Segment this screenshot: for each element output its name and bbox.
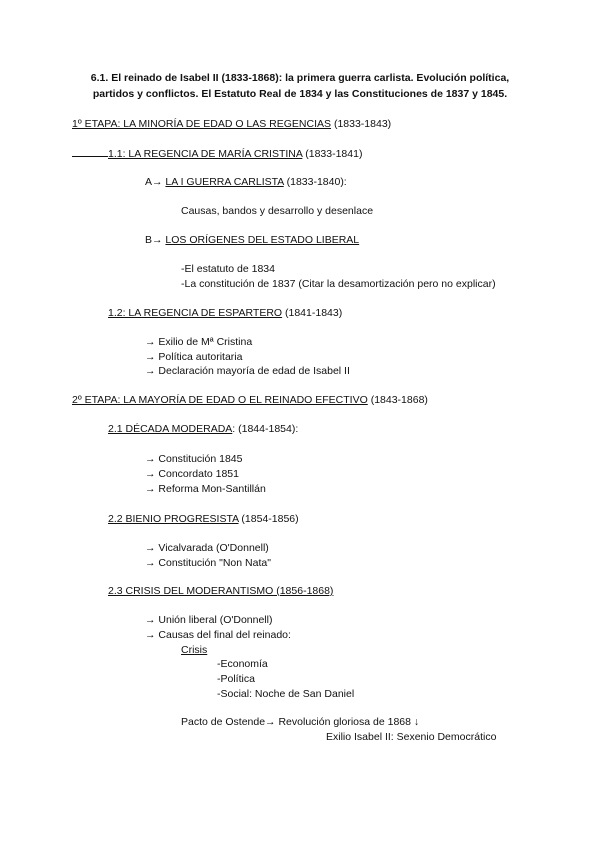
title-line-1: 6.1. El reinado de Isabel II (1833-1868): la primera guerra carlista. Evolución política, (90, 72, 510, 84)
s12-item: → Exilio de Mª Cristina (145, 336, 253, 348)
etapa2-heading (72, 394, 428, 407)
s12-heading-text: 1.2: LA REGENCIA DE ESPARTERO (108, 307, 283, 319)
s21-item: → Constitución 1845 (145, 453, 243, 465)
etapa1-heading-text: 1º ETAPA: LA MINORÍA DE EDAD O LAS REGENCIAS (72, 118, 332, 130)
s21-item: → Reforma Mon-Santillán (145, 483, 266, 495)
s22-item: → Vicalvarada (O'Donnell) (145, 542, 269, 554)
s22-heading (108, 513, 299, 526)
s23-heading (108, 585, 333, 598)
crisis-item: -Política (217, 673, 255, 685)
s1b-item: -La constitución de 1837 (Citar la desamortización pero no explicar) (181, 278, 496, 290)
s23-heading-text: 2.3 CRISIS DEL MODERANTISMO (1856-1868) (108, 585, 334, 597)
s11-heading-text: 1.1: LA REGENCIA DE MARÍA CRISTINA (108, 148, 303, 160)
s11-heading (72, 147, 362, 161)
s23-item: → Causas del final del reinado: (145, 629, 291, 641)
crisis-item: -Economía (217, 658, 268, 670)
s1b-heading (145, 234, 359, 247)
s1b-heading-text: LOS ORÍGENES DEL ESTADO LIBERAL (165, 234, 360, 246)
etapa2-heading-text: 2º ETAPA: LA MAYORÍA DE EDAD O EL REINADO EFECTIVO (72, 394, 368, 406)
s1b-prefix: B→ (145, 234, 166, 246)
s1b-item: -El estatuto de 1834 (181, 263, 275, 275)
leader-line (72, 147, 108, 157)
pacto-line: Pacto de Ostende→ Revolución gloriosa de 1868 ↓ (181, 716, 420, 728)
s21-item: → Concordato 1851 (145, 468, 239, 480)
s21-heading-text: 2.1 DÉCADA MODERADA (108, 423, 233, 435)
s12-item: → Política autoritaria (145, 351, 243, 363)
etapa1-heading (72, 118, 391, 131)
s21-heading (108, 423, 298, 436)
s23-item: → Unión liberal (O'Donnell) (145, 614, 273, 626)
s12-heading (108, 307, 342, 320)
s21-dates: : (1844-1854): (232, 423, 299, 435)
s12-item: → Declaración mayoría de edad de Isabel II (145, 365, 350, 377)
crisis-item: -Social: Noche de San Daniel (217, 688, 355, 700)
s22-item: → Constitución "Non Nata" (145, 557, 271, 569)
s22-dates: (1854-1856) (238, 513, 299, 525)
crisis-label-text: Crisis (181, 644, 208, 656)
s1a-detail: Causas, bandos y desarrollo y desenlace (181, 205, 374, 217)
s1a-heading (145, 176, 347, 189)
title-line-2: partidos y conflictos. El Estatuto Real de 1834 y las Constituciones de 1837 y 1845. (92, 88, 508, 100)
crisis-label (181, 644, 207, 657)
s1a-heading-text: LA I GUERRA CARLISTA (165, 176, 284, 188)
s1a-dates: (1833-1840): (283, 176, 347, 188)
etapa1-dates: (1833-1843) (331, 118, 392, 130)
s1a-prefix: A→ (145, 176, 166, 188)
s12-dates: (1841-1843) (282, 307, 343, 319)
s22-heading-text: 2.2 BIENIO PROGRESISTA (108, 513, 239, 525)
s11-dates: (1833-1841) (302, 148, 363, 160)
exilio-line: Exilio Isabel II: Sexenio Democrático (326, 731, 497, 743)
etapa2-dates: (1843-1868) (367, 394, 428, 406)
